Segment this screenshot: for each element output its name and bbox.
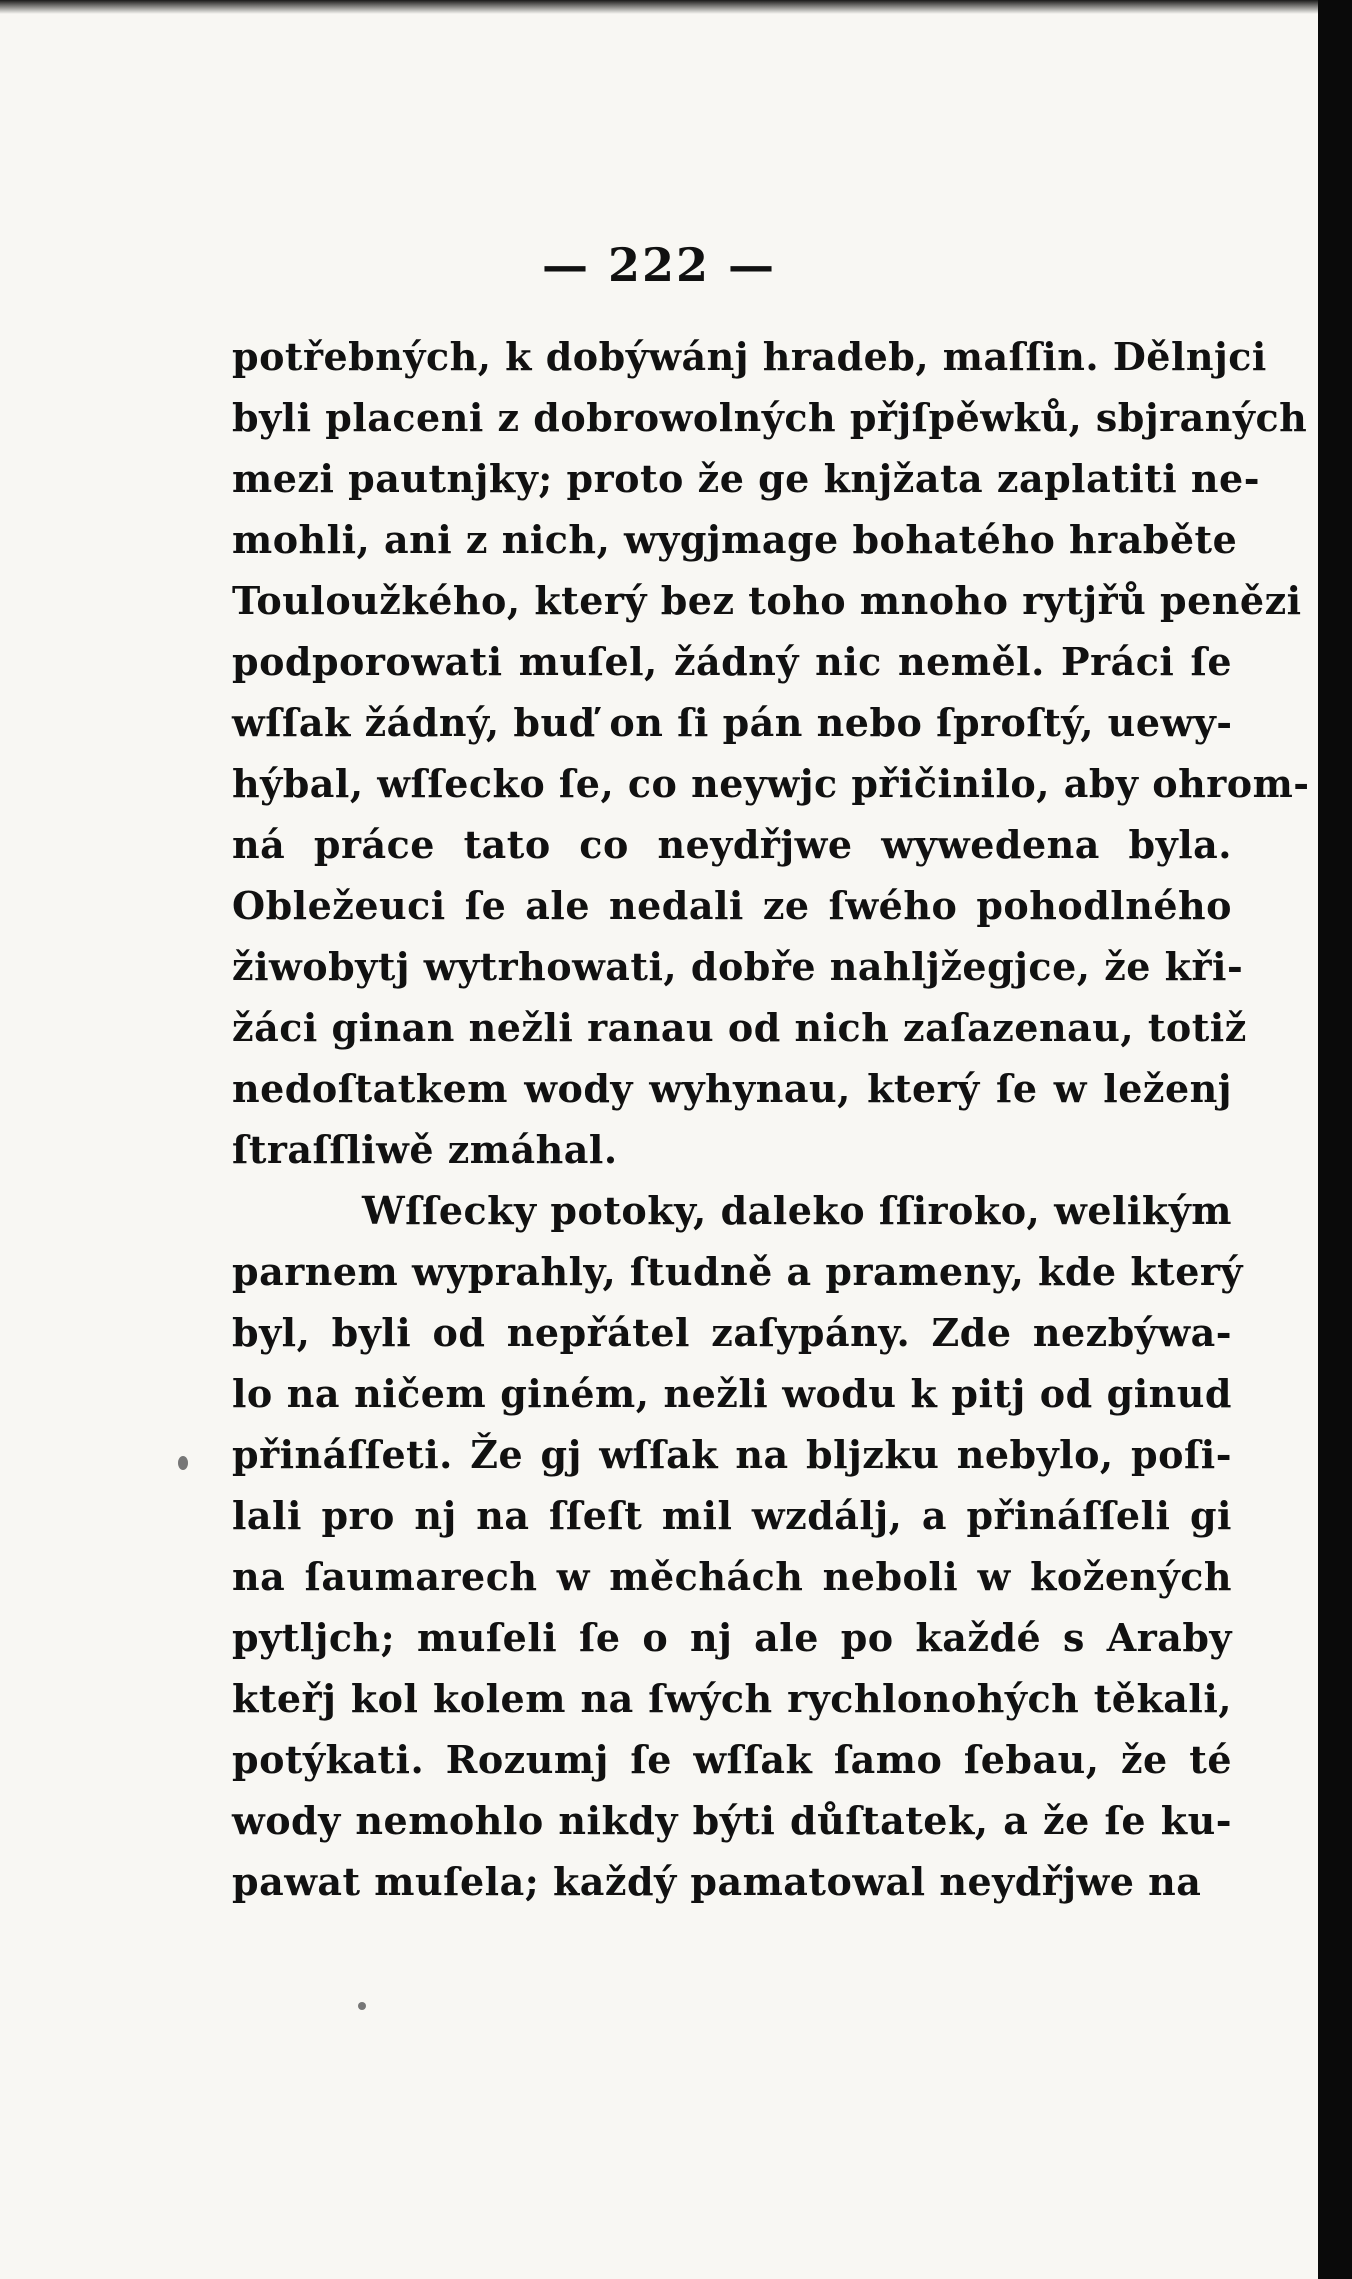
text-line: lo na ničem giném, nežli wodu k pitj od ginud [232,1371,1232,1416]
ink-speck [178,1456,188,1470]
text-line: lali pro nj na ſſeſt mil wzdálj, a přináſſeli gi [232,1493,1232,1538]
text-line: pawat muſela; každý pamatowal neydřjwe na [232,1859,1202,1904]
text-line: byl, byli od nepřátel zaſypány. Zde nezbýwa- [232,1310,1232,1355]
page-top-shadow [0,0,1318,14]
text-line: žáci ginan nežli ranau od nich zaſazenau, totiž [232,1005,1247,1050]
text-line: Wſſecky potoky, daleko ſſiroko, welikým [362,1188,1232,1233]
text-line: hýbal, wſſecko ſe, co neywjc přičinilo, aby ohrom- [232,761,1310,806]
text-line: žiwobytj wytrhowati, dobře nahljžegjce, že kři- [232,944,1244,989]
text-line: přináſſeti. Že gj wſſak na bljzku nebylo, poſi- [232,1432,1232,1477]
text-line: nedoſtatkem wody wyhynau, který ſe w leženj [232,1066,1232,1111]
text-line: wſſak žádný, buď on ſi pán nebo ſproſtý, uewy- [232,700,1233,745]
text-line: Obležeuci ſe ale nedali ze ſwého pohodlného [232,883,1232,928]
text-line: kteřj kol kolem na ſwých rychlonohých těkali, [232,1676,1232,1721]
text-line: potřebných, k dobýwánj hradeb, maſſin. Dělnjci [232,334,1267,379]
text-line: podporowati muſel, žádný nic neměl. Práci ſe [232,639,1232,684]
body-text [232,326,1310,1912]
text-line: mezi pautnjky; proto že ge knjžata zaplatiti ne- [232,456,1260,501]
scan-edge-strip [1318,0,1352,2279]
ink-speck [358,2002,366,2010]
page-number: — 222 — [541,238,777,292]
text-line: byli placeni z dobrowolných přjſpěwků, sbjraných [232,395,1308,440]
text-line: pytljch; muſeli ſe o nj ale po každé s Araby [232,1615,1232,1660]
text-line: mohli, ani z nich, wygjmage bohatého hraběte [232,517,1238,562]
text-line: potýkati. Rozumj ſe wſſak ſamo ſebau, že té [232,1737,1232,1782]
text-line: parnem wyprahly, ſtudně a prameny, kde který [232,1249,1244,1294]
text-line: ſtraſſliwě zmáhal. [232,1127,618,1172]
text-line: ná práce tato co neydřjwe wywedena byla. [232,822,1232,867]
text-line: wody nemohlo nikdy býti důſtatek, a že ſe ku- [232,1798,1232,1843]
text-line: na ſaumarech w měchách neboli w kožených [232,1554,1232,1599]
text-line: Touloužkého, který bez toho mnoho rytjřů penězi [232,578,1302,623]
